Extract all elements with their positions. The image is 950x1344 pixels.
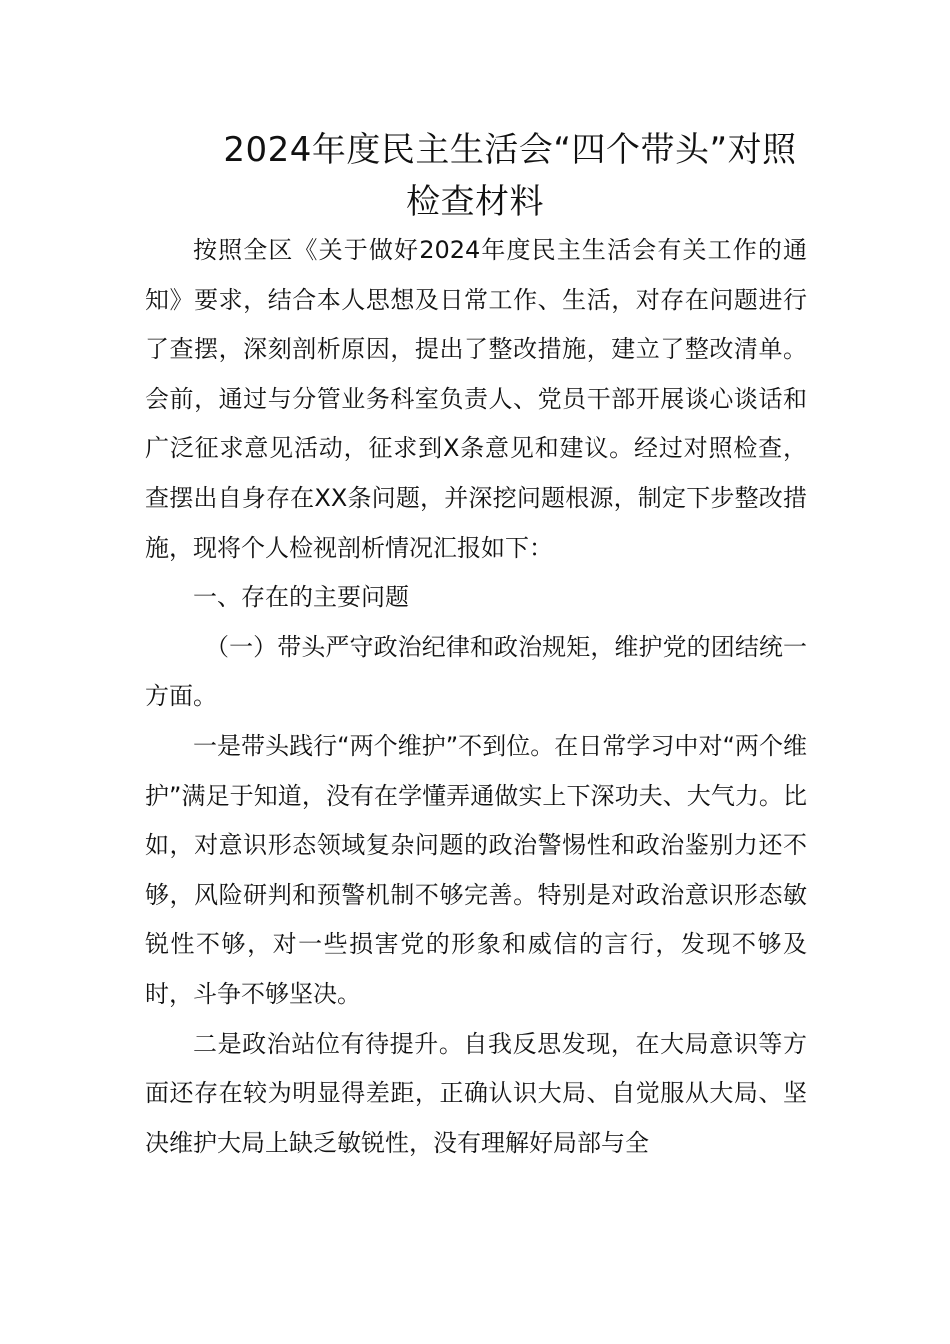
document-body (145, 226, 807, 1168)
problem-paragraph-2: 二是政治站位有待提升。自我反思发现，在大局意识等方面还存在较为明显得差距，正确认识大局、自觉服从大局、坚决维护大局上缺乏敏锐性，没有理解好局部与全 (145, 1029, 807, 1157)
document-title-line-2: 检查材料 (406, 182, 544, 222)
problem-paragraph-1: 一是带头践行“两个维护”不到位。在日常学习中对“两个维护”满足于知道，没有在学懂弄通做实上下深功夫、大气力。比如，对意识形态领域复杂问题的政治警惕性和政治鉴别力还不够，风险研判和预警机制不够完善。特别是对政治意识形态敏锐性不够，对一些损害党的形象和威信的言行，发现不够及时，斗争不够坚决。 (145, 731, 807, 1008)
subsection-heading-1: （一）带头严守政治纪律和政治规矩，维护党的团结统一方面。 (145, 632, 807, 711)
document-title-line-1: 2024年度民主生活会“四个带头”对照 (223, 130, 797, 170)
section-heading-main-problems: 一、存在的主要问题 (193, 583, 409, 612)
intro-paragraph: 按照全区《关于做好2024年度民主生活会有关工作的通知》要求，结合本人思想及日常工作、生活，对存在问题进行了查摆，深刻剖析原因，提出了整改措施，建立了整改清单。会前，通过与分管业务科室负责人、党员干部开展谈心谈话和广泛征求意见活动，征求到X条意见和建议。经过对照检查，查摆出自身存在XX条问题，并深挖问题根源，制定下步整改措施，现将个人检视剖析情况汇报如下： (145, 236, 807, 562)
